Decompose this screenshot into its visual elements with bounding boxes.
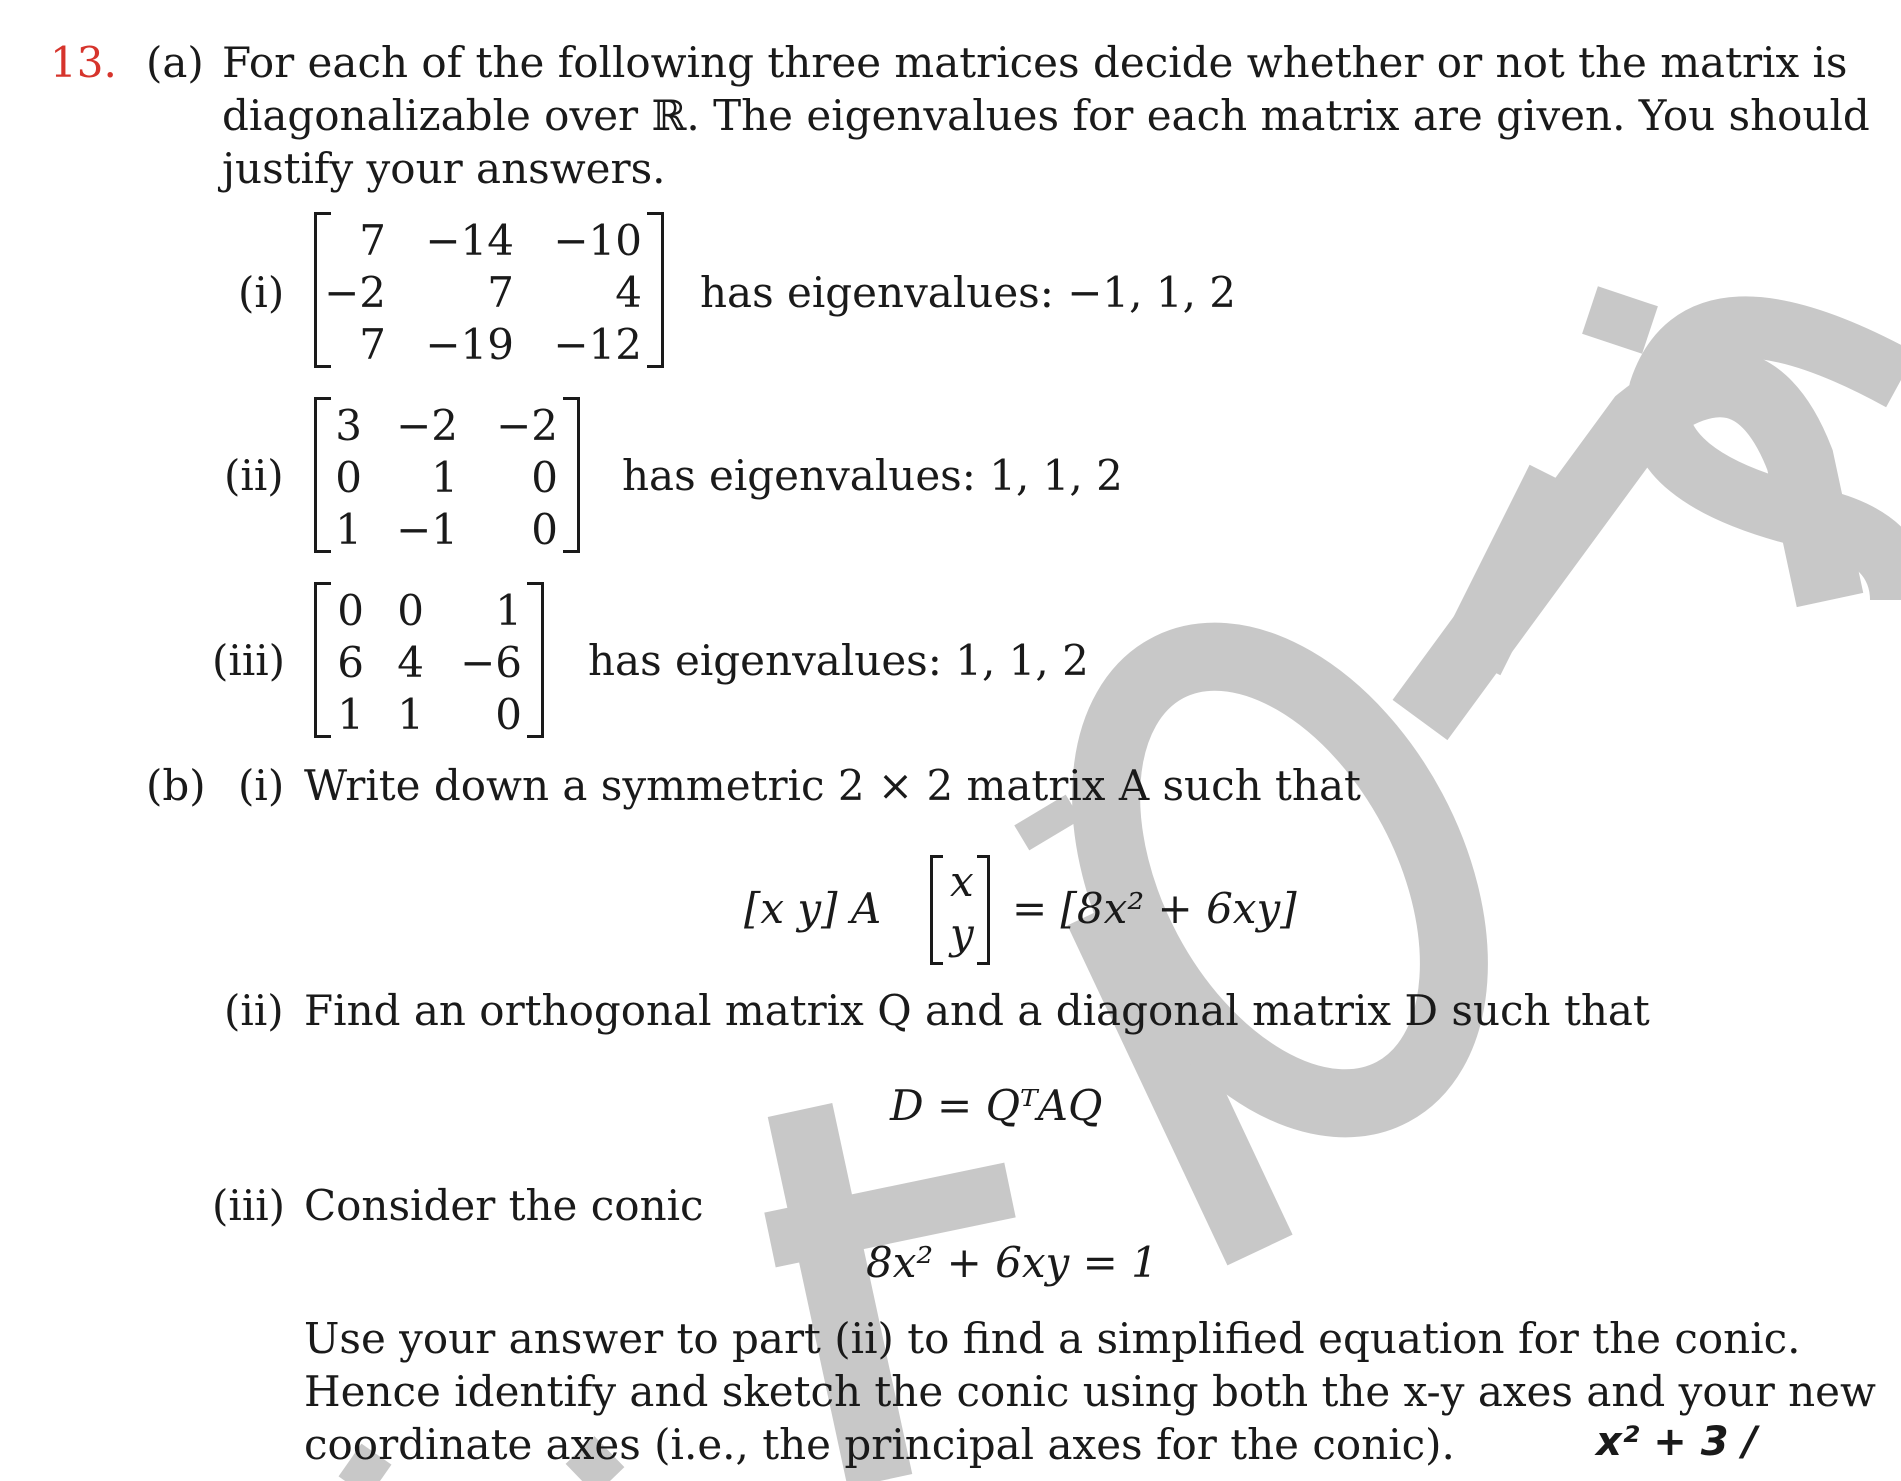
matrix-cell: 1: [335, 505, 362, 554]
matrix-cell: 3: [335, 401, 362, 450]
matrix-cell: −14: [425, 216, 514, 265]
final-instruction-line-2: Hence identify and sketch the conic using both the x-y axes and your new: [304, 1367, 1876, 1416]
equation-1-right: = [8x² + 6xy]: [1012, 884, 1297, 933]
matrix-cell: 1: [397, 690, 424, 739]
matrix-i: [314, 212, 664, 368]
matrix-iii: [314, 582, 544, 738]
vector-cell: y: [950, 909, 974, 958]
matrix-cell: −1: [396, 505, 458, 554]
part-a-intro-line-3: justify your answers.: [222, 144, 666, 193]
item-i-label: (i): [238, 268, 285, 317]
matrix-cell: 4: [397, 638, 424, 687]
part-a-intro-line-1: For each of the following three matrices decide whether or not the matrix is: [222, 38, 1848, 87]
matrix-cell: −12: [553, 320, 642, 369]
part-b-label: (b): [146, 761, 206, 810]
equation-1-vector: [930, 855, 990, 965]
question-number: 13.: [50, 38, 117, 87]
final-instruction-line-1: Use your answer to part (ii) to find a simplified equation for the conic.: [304, 1314, 1801, 1363]
item-iii-eigenvalues: has eigenvalues: 1, 1, 2: [588, 636, 1089, 685]
vector-cell: x: [950, 857, 974, 906]
matrix-cell: 7: [359, 216, 386, 265]
part-b-iii-label: (iii): [212, 1181, 286, 1230]
item-ii-label: (ii): [224, 451, 284, 500]
matrix-cell: 7: [487, 268, 514, 317]
matrix-cell: −10: [553, 216, 642, 265]
matrix-cell: 0: [531, 453, 558, 502]
part-b-iii-text: Consider the conic: [304, 1181, 704, 1230]
equation-1-left: [x y] A: [744, 884, 882, 933]
matrix-cell: 0: [495, 690, 522, 739]
part-b-ii-text: Find an orthogonal matrix Q and a diagonal matrix D such that: [304, 986, 1650, 1035]
item-ii-eigenvalues: has eigenvalues: 1, 1, 2: [622, 451, 1123, 500]
matrix-cell: 0: [337, 586, 364, 635]
matrix-cell: 0: [531, 505, 558, 554]
matrix-cell: 0: [397, 586, 424, 635]
part-a-intro-line-2: diagonalizable over ℝ. The eigenvalues for each matrix are given. You should: [222, 91, 1870, 140]
matrix-cell: −2: [396, 401, 458, 450]
matrix-cell: 6: [337, 638, 364, 687]
matrix-cell: 4: [615, 268, 642, 317]
matrix-cell: 0: [335, 453, 362, 502]
part-b-i-label: (i): [238, 761, 285, 810]
matrix-cell: 1: [495, 586, 522, 635]
part-a-label: (a): [146, 38, 204, 87]
matrix-cell: 7: [359, 320, 386, 369]
part-b-ii-label: (ii): [224, 986, 284, 1035]
matrix-cell: 1: [337, 690, 364, 739]
matrix-cell: −19: [425, 320, 514, 369]
equation-2: D = QᵀAQ: [890, 1081, 1103, 1130]
item-iii-label: (iii): [212, 636, 286, 685]
equation-3: 8x² + 6xy = 1: [866, 1238, 1158, 1287]
handwritten-annotation: x² + 3 /: [1596, 1419, 1758, 1465]
matrix-ii: [314, 397, 580, 553]
part-b-i-text: Write down a symmetric 2 × 2 matrix A such that: [304, 761, 1361, 810]
matrix-cell: −2: [324, 268, 386, 317]
matrix-cell: −2: [496, 401, 558, 450]
final-instruction-line-3: coordinate axes (i.e., the principal axes for the conic).: [304, 1420, 1455, 1469]
item-i-eigenvalues: has eigenvalues: −1, 1, 2: [700, 268, 1236, 317]
matrix-cell: −6: [460, 638, 522, 687]
matrix-cell: 1: [431, 453, 458, 502]
